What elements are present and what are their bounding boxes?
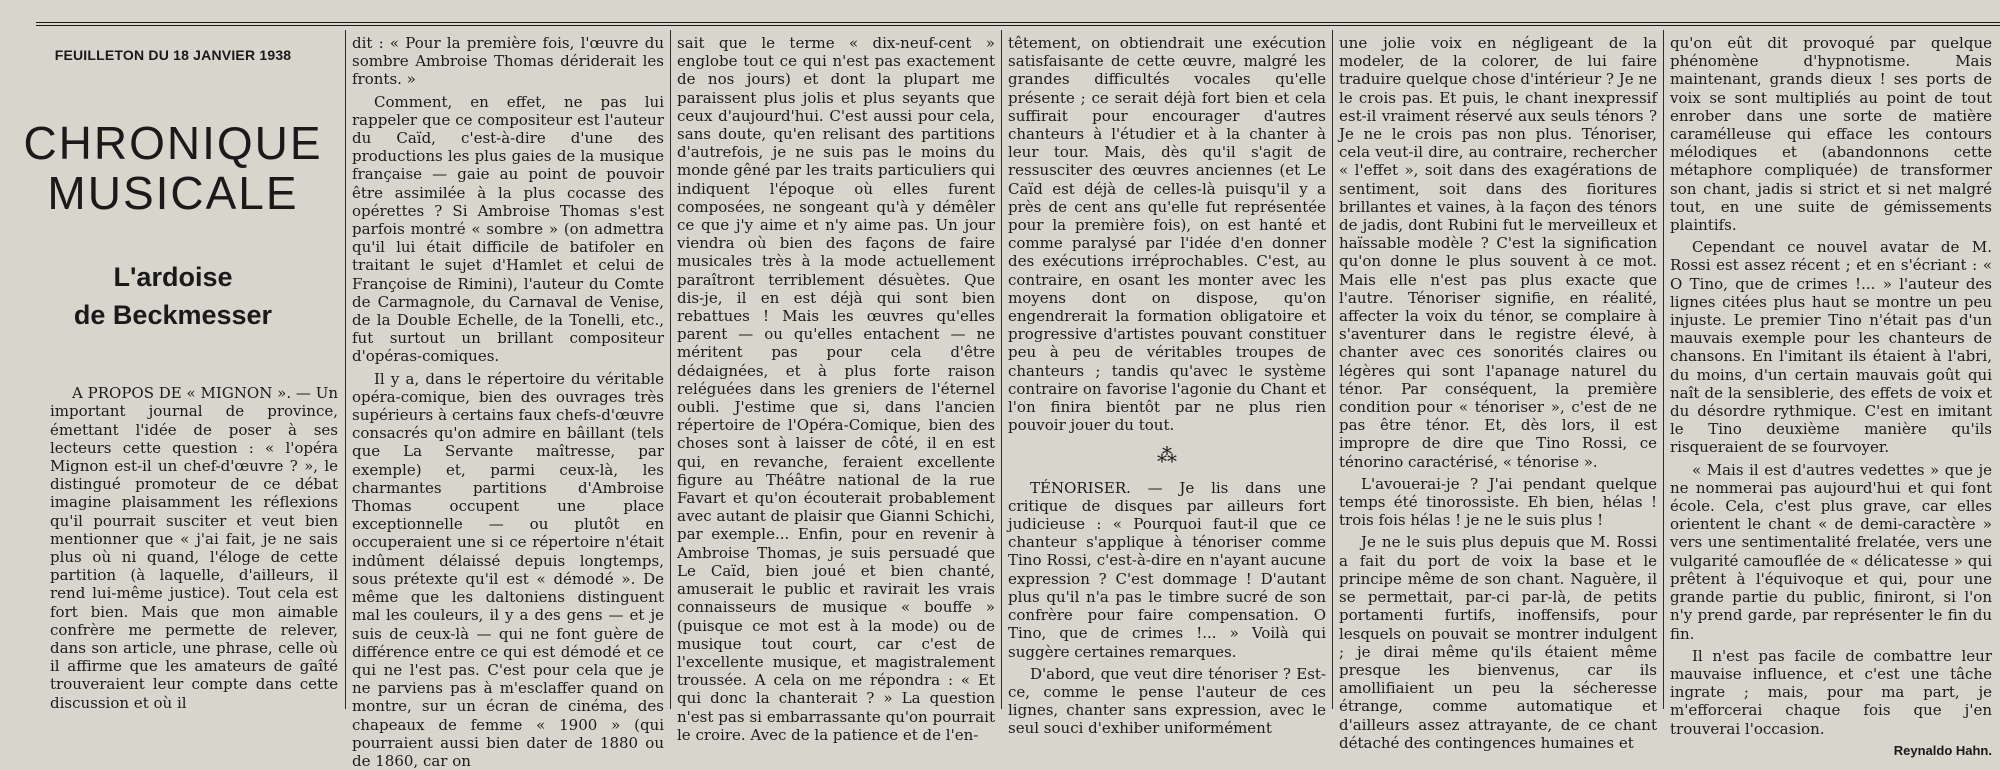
- paragraph: dit : « Pour la première fois, l'œuvre du sombre Ambroise Thomas dériderait les fronts. »: [352, 34, 664, 89]
- paragraph: qu'on eût dit provoqué par quelque phénomène d'hypnotisme. Mais maintenant, grands dieux ! ses ports de voix se sont multipliés au point de tout enrober dans une sorte de matière caramélleuse qui efface les contours mélodiques et (abandonnons cette métaphore compliquée) de transformer son chant, jadis si strict et si net malgré tout, en une suite de gémissements plaintifs.: [1670, 34, 1992, 235]
- column-2: [352, 34, 664, 770]
- title-line-2: MUSICALE: [47, 167, 299, 220]
- subtitle-line-1: L'ardoise: [113, 262, 233, 293]
- paragraph: Cependant ce nouvel avatar de M. Rossi est assez récent ; et en s'écriant : « O Tino, que de crimes !... » l'auteur des lignes citées plus haut se montre un peu injuste. Le premier Tino n'était pas d'un mauvais exemple pour les chanteurs de chansons. En l'imitant ils étaient à l'abri, du moins, d'un certain mauvais goût qui naît de la sensiblerie, des effets de voix et du désordre rythmique. C'est en imitant le Tino deuxième manière qu'ils risqueraient de se fourvoyer.: [1670, 238, 1992, 457]
- paragraph: une jolie voix en négligeant de la modeler, de la colorer, de lui faire traduire quelque chose d'intérieur ? Je ne le crois pas. Et puis, le chant inexpressif est-il vraiment réservé aux seuls ténors ? Je ne le crois pas non plus. Ténoriser, cela veut-il dire, au contraire, rechercher « l'effet », soit dans des exagérations de sentiment, soit dans des fioritures brillantes et vaines, à la façon des ténors de jadis, dont Rubini fut le merveilleux et haïssable modèle ? C'est la signification qu'on donne le plus souvent à ce mot. Mais elle n'est pas plus exacte que l'autre. Ténoriser signifie, en réalité, affecter la voix du ténor, se complaire à s'aventurer dans le registre élevé, à chanter avec ces sonorités claires ou légères qui sont l'apanage naturel du ténor. Par conséquent, la première condition pour « ténoriser », c'est de ne pas être ténor. Et, dès lors, il est impropre de dire que Tino Rossi, ce ténorino caractérisé, « ténorise ».: [1339, 34, 1657, 471]
- column-1: [8, 34, 338, 711]
- column-4: [1008, 34, 1326, 738]
- paragraph: A PROPOS DE « MIGNON ». — Un important journal de province, émettant l'idée de poser à ses lecteurs cette question : « l'opéra Mignon est-il un chef-d'œuvre ? », le distingué promoteur de ce débat imagine plaisamment les réflexions qu'il pourrait susciter et veut bien mentionner que « j'ai fait, je ne sais plus où ni quand, l'éloge de cette partition (à laquelle, d'ailleurs, il rend lui-même justice). Tout cela est fort bien. Mais que mon aimable confrère me permette de relever, dans son article, une phrase, celle où il affirme que les amateurs de gaîté trouveraient leur compte dans cette discussion et où il: [50, 384, 338, 712]
- feuilleton-date: FEUILLETON DU 18 JANVIER 1938: [54, 47, 292, 63]
- title-line-1: CHRONIQUE: [23, 117, 323, 170]
- paragraph: Il n'est pas facile de combattre leur mauvaise influence, et c'est une tâche ingrate ; mais, pour ma part, je m'efforcerai chaque fois que j'en trouverai l'occasion.: [1670, 646, 1992, 738]
- paragraph: L'avouerai-je ? J'ai pendant quelque temps été tinorossiste. Eh bien, hélas ! trois fois hélas ! je ne le suis plus !: [1339, 474, 1657, 530]
- top-rule: [36, 22, 2000, 26]
- article-subtitle: [8, 258, 338, 334]
- asterism-separator: ⁂: [1157, 443, 1177, 468]
- paragraph: « Mais il est d'autres vedettes » que je ne nommerai pas aujourd'hui et qui font école. Cela, c'est plus grave, car elles orientent le chant « de demi-caractère » vers une sentimentalité frelatée, vers une vulgarité camouflée de « délicatesse » qui prêtent à l'équivoque et qui, pour une grande partie du public, finiront, si l'on n'y prend garde, par représenter le fin du fin.: [1670, 460, 1992, 643]
- paragraph: Il y a, dans le répertoire du véritable opéra-comique, bien des ouvrages très supérieurs à certains faux chefs-d'œuvre consacrés qu'on admire en bâillant (tels que La Servante maîtresse, par exemple) et, parmi ceux-là, les charmantes partitions d'Ambroise Thomas occupent une place exceptionnelle — ou plutôt en occuperaient une si ce répertoire n'était indûment délaissé depuis longtemps, sous prétexte qu'il est « démodé ». De même que les daltoniens distinguent mal les couleurs, il y a des gens — et je suis de ceux-là — qui ne font guère de différence entre ce qui est démodé et ce qui ne l'est pas. C'est pour cela que je ne parviens pas à m'esclaffer quand on montre, sur un écran de cinéma, des chapeaux de femme « 1900 » (qui pourraient aussi bien dater de 1880 ou de 1860, car on: [352, 369, 664, 770]
- column-rule: [345, 30, 346, 709]
- column-3: [677, 34, 995, 744]
- column-1-text: [8, 384, 338, 712]
- paragraph: Je ne le suis plus depuis que M. Rossi a fait du port de voix la base et le principe même de son chant. Naguère, il se permettait, par-ci par-là, de petits portamenti furtifs, inoffensifs, pour lesquels on pouvait se montrer indulgent ; je dirai même qu'ils étaient même presque les bienvenus, car ils amollifiaient un peu la sécheresse étrange, comme automatique et d'ailleurs assez attrayante, de ce chant détaché des contingences humaines et: [1339, 533, 1657, 752]
- paragraph: D'abord, que veut dire ténoriser ? Est-ce, comme le pense l'auteur de ces lignes, chanter sans expression, avec le seul souci d'exhiber uniformément: [1008, 664, 1326, 738]
- paragraph: TÉNORISER. — Je lis dans une critique de disques par ailleurs fort judicieuse : « Pourquoi faut-il que ce chanteur s'applique à ténoriser comme Tino Rossi, c'est-à-dire en n'ayant aucune expression ? C'est dommage ! D'autant plus qu'il n'a pas le timbre sucré de son confrère pour faire compensation. O Tino, que de crimes !... » Voilà qui suggère certaines remarques.: [1008, 478, 1326, 661]
- paragraph: Comment, en effet, ne pas lui rappeler que ce compositeur est l'auteur du Caïd, c'est-à-dire d'une des productions les plus gaies de la musique française — gaie au point de pouvoir être assimilée à la plus cocasse des opérettes ? Si Ambroise Thomas s'est parfois montré « sombre » (on admettra qu'il lui était difficile de batifoler en traitant le sujet d'Hamlet et celui de Françoise de Rimini), l'auteur du Comte de Carmagnole, du Carnaval de Venise, de la Double Echelle, de la Tonelli, etc., fut surtout un brillant compositeur d'opéras-comiques.: [352, 92, 664, 366]
- paragraph: sait que le terme « dix-neuf-cent » englobe tout ce qui n'est pas exactement de nos jours) et dont la plupart me paraissent plus jolis et plus seyants que ceux d'aujourd'hui. C'est aussi pour cela, sans doute, qu'en relisant des partitions d'autrefois, je ne suis pas le moins du monde gêné par les traits particuliers qui indiquent l'époque où elles furent composées, ne songeant qu'à y démêler ce que j'y aime et n'y aime pas. Un jour viendra où bien des façons de faire musicales très à la mode actuellement paraîtront terriblement désuètes. Que dis-je, il en est déjà qui sont bien rebattues ! Mais les œuvres qu'elles parent — ou qu'elles entachent — ne méritent pas pour cela d'être dédaignées, et à plus forte raison reléguées dans les greniers de l'éternel oubli. J'estime que si, dans l'ancien répertoire de l'Opéra-Comique, bien des choses sont à laisser de côté, il en est qui, en revanche, feraient excellente figure au Théâtre national de la rue Favart et qu'on écouterait probablement avec autant de plaisir que Gianni Schichi, par exemple... Enfin, pour en revenir à Ambroise Thomas, je suis persuadé que Le Caïd, bien joué et bien chanté, amuserait le public et ravirait les vrais connaisseurs de musique « bouffe » (puisque ce mot est à la mode) ou de musique tout court, car c'est de l'excellente musique, et magistralement troussée. A cela on me répondra : « Et qui donc la chanterait ? » La question n'est pas si embarrassante qu'on pourrait le croire. Avec de la patience et de l'en-: [677, 34, 995, 744]
- subtitle-line-2: de Beckmesser: [73, 300, 273, 331]
- column-5: [1339, 34, 1657, 752]
- chronique-title: [8, 118, 338, 218]
- column-rule: [1332, 30, 1333, 709]
- author-signature: Reynaldo Hahn.: [1893, 742, 1992, 758]
- column-rule: [670, 30, 671, 709]
- paragraph: têtement, on obtiendrait une exécution satisfaisante de cette œuvre, malgré les grandes difficultés vocales qu'elle présente ; ce serait déjà fort bien et cela suffirait pour encourager d'autres chanteurs à l'étudier et à la chanter à leur tour. Mais, dès qu'il s'agit de ressusciter des œuvres anciennes (et Le Caïd est déjà de celles-là puisqu'il y a près de cent ans qu'elle fut représentée pour la première fois), on est hanté et comme paralysé par l'idée d'en donner des exécutions irréprochables. C'est, au contraire, en osant les monter avec les moyens dont on dispose, qu'on engendrerait la formation obligatoire et progressive d'artistes pouvant constituer peu à peu de véritables troupes de chanteurs ; tandis qu'avec le système contraire on favorise l'agonie du Chant et l'on finira bientôt par ne plus rien pouvoir jouer du tout.: [1008, 34, 1326, 435]
- column-6: [1670, 34, 1992, 758]
- column-rule: [1663, 30, 1664, 709]
- column-rule: [1001, 30, 1002, 709]
